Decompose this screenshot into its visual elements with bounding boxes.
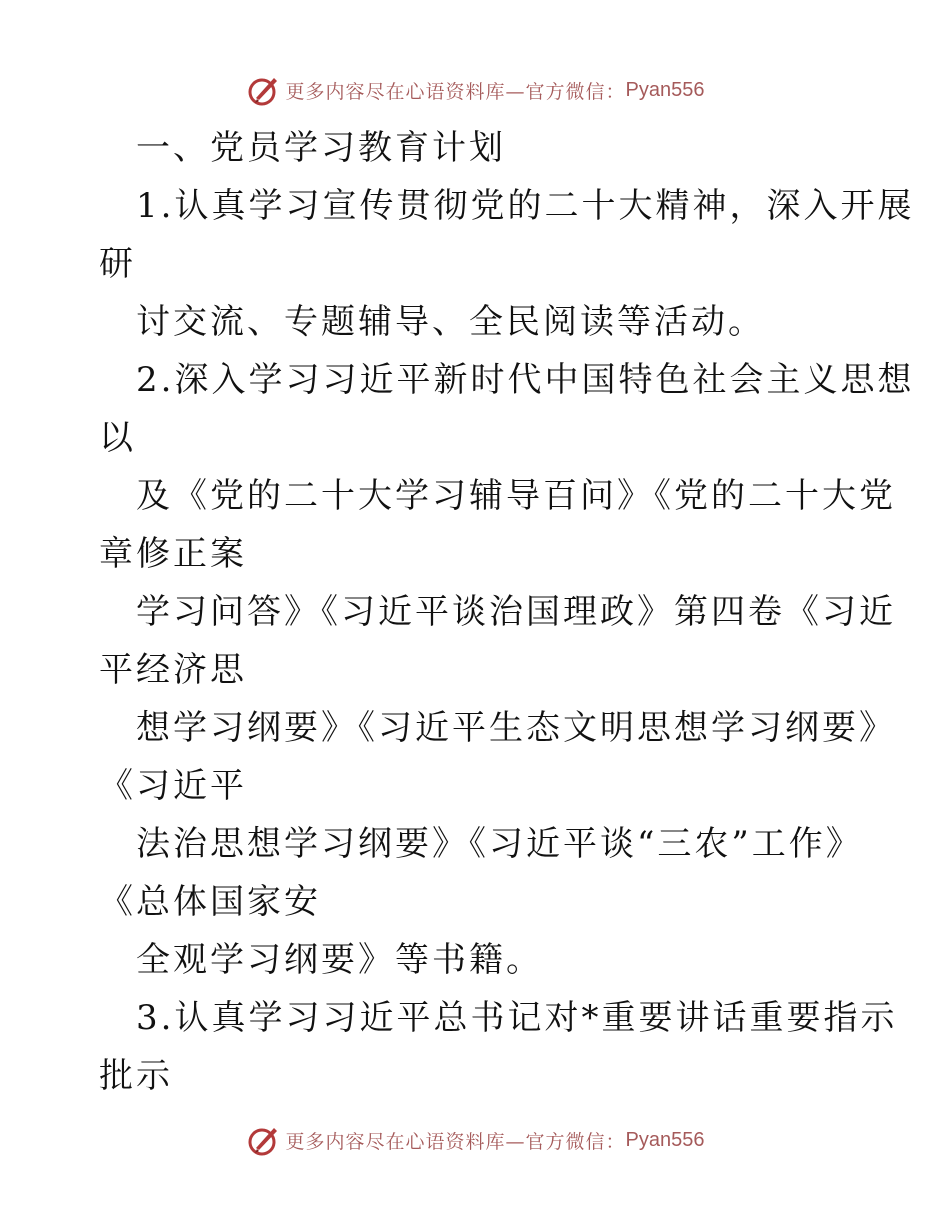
footer-watermark [0, 1120, 950, 1160]
paragraph-line: 《习近平 [99, 766, 247, 806]
watermark-wechat-id: Pyan556 [625, 1128, 705, 1151]
paragraph-line: 及《党的二十大学习辅导百问》《党的二十大党 [136, 476, 896, 516]
paragraph-line: 法治思想学习纲要》《习近平谈“三农”工作》 [136, 824, 863, 864]
watermark-text: 更多内容尽在心语资料库—官方微信： [285, 80, 626, 103]
quill-logo-icon [246, 1122, 282, 1158]
quill-logo-icon [246, 72, 282, 108]
paragraph-line: 2.深入学习习近平新时代中国特色社会主义思想 [136, 360, 915, 400]
paragraph-line: 讨交流、专题辅导、全民阅读等活动。 [136, 302, 765, 342]
paragraph-line: 学习问答》《习近平谈治国理政》第四卷《习近 [136, 592, 896, 632]
header-watermark [0, 70, 950, 110]
paragraph-line: 平经济思 [99, 650, 247, 690]
paragraph-line: 章修正案 [99, 534, 247, 574]
paragraph-line: 以 [99, 418, 136, 458]
paragraph-line: 想学习纲要》《习近平生态文明思想学习纲要》 [136, 708, 896, 748]
paragraph-line: 全观学习纲要》等书籍。 [136, 940, 543, 980]
paragraph-line: 《总体国家安 [99, 882, 321, 922]
paragraph-line: 研 [99, 244, 136, 284]
paragraph-line: 3.认真学习习近平总书记对*重要讲话重要指示 [136, 998, 898, 1038]
paragraph-line: 1.认真学习宣传贯彻党的二十大精神，深入开展 [136, 186, 915, 226]
paragraph-line: 批示 [99, 1056, 173, 1096]
section-heading: 一、党员学习教育计划 [136, 128, 506, 168]
watermark-wechat-id: Pyan556 [625, 78, 705, 101]
watermark-text: 更多内容尽在心语资料库—官方微信： [285, 1130, 626, 1153]
